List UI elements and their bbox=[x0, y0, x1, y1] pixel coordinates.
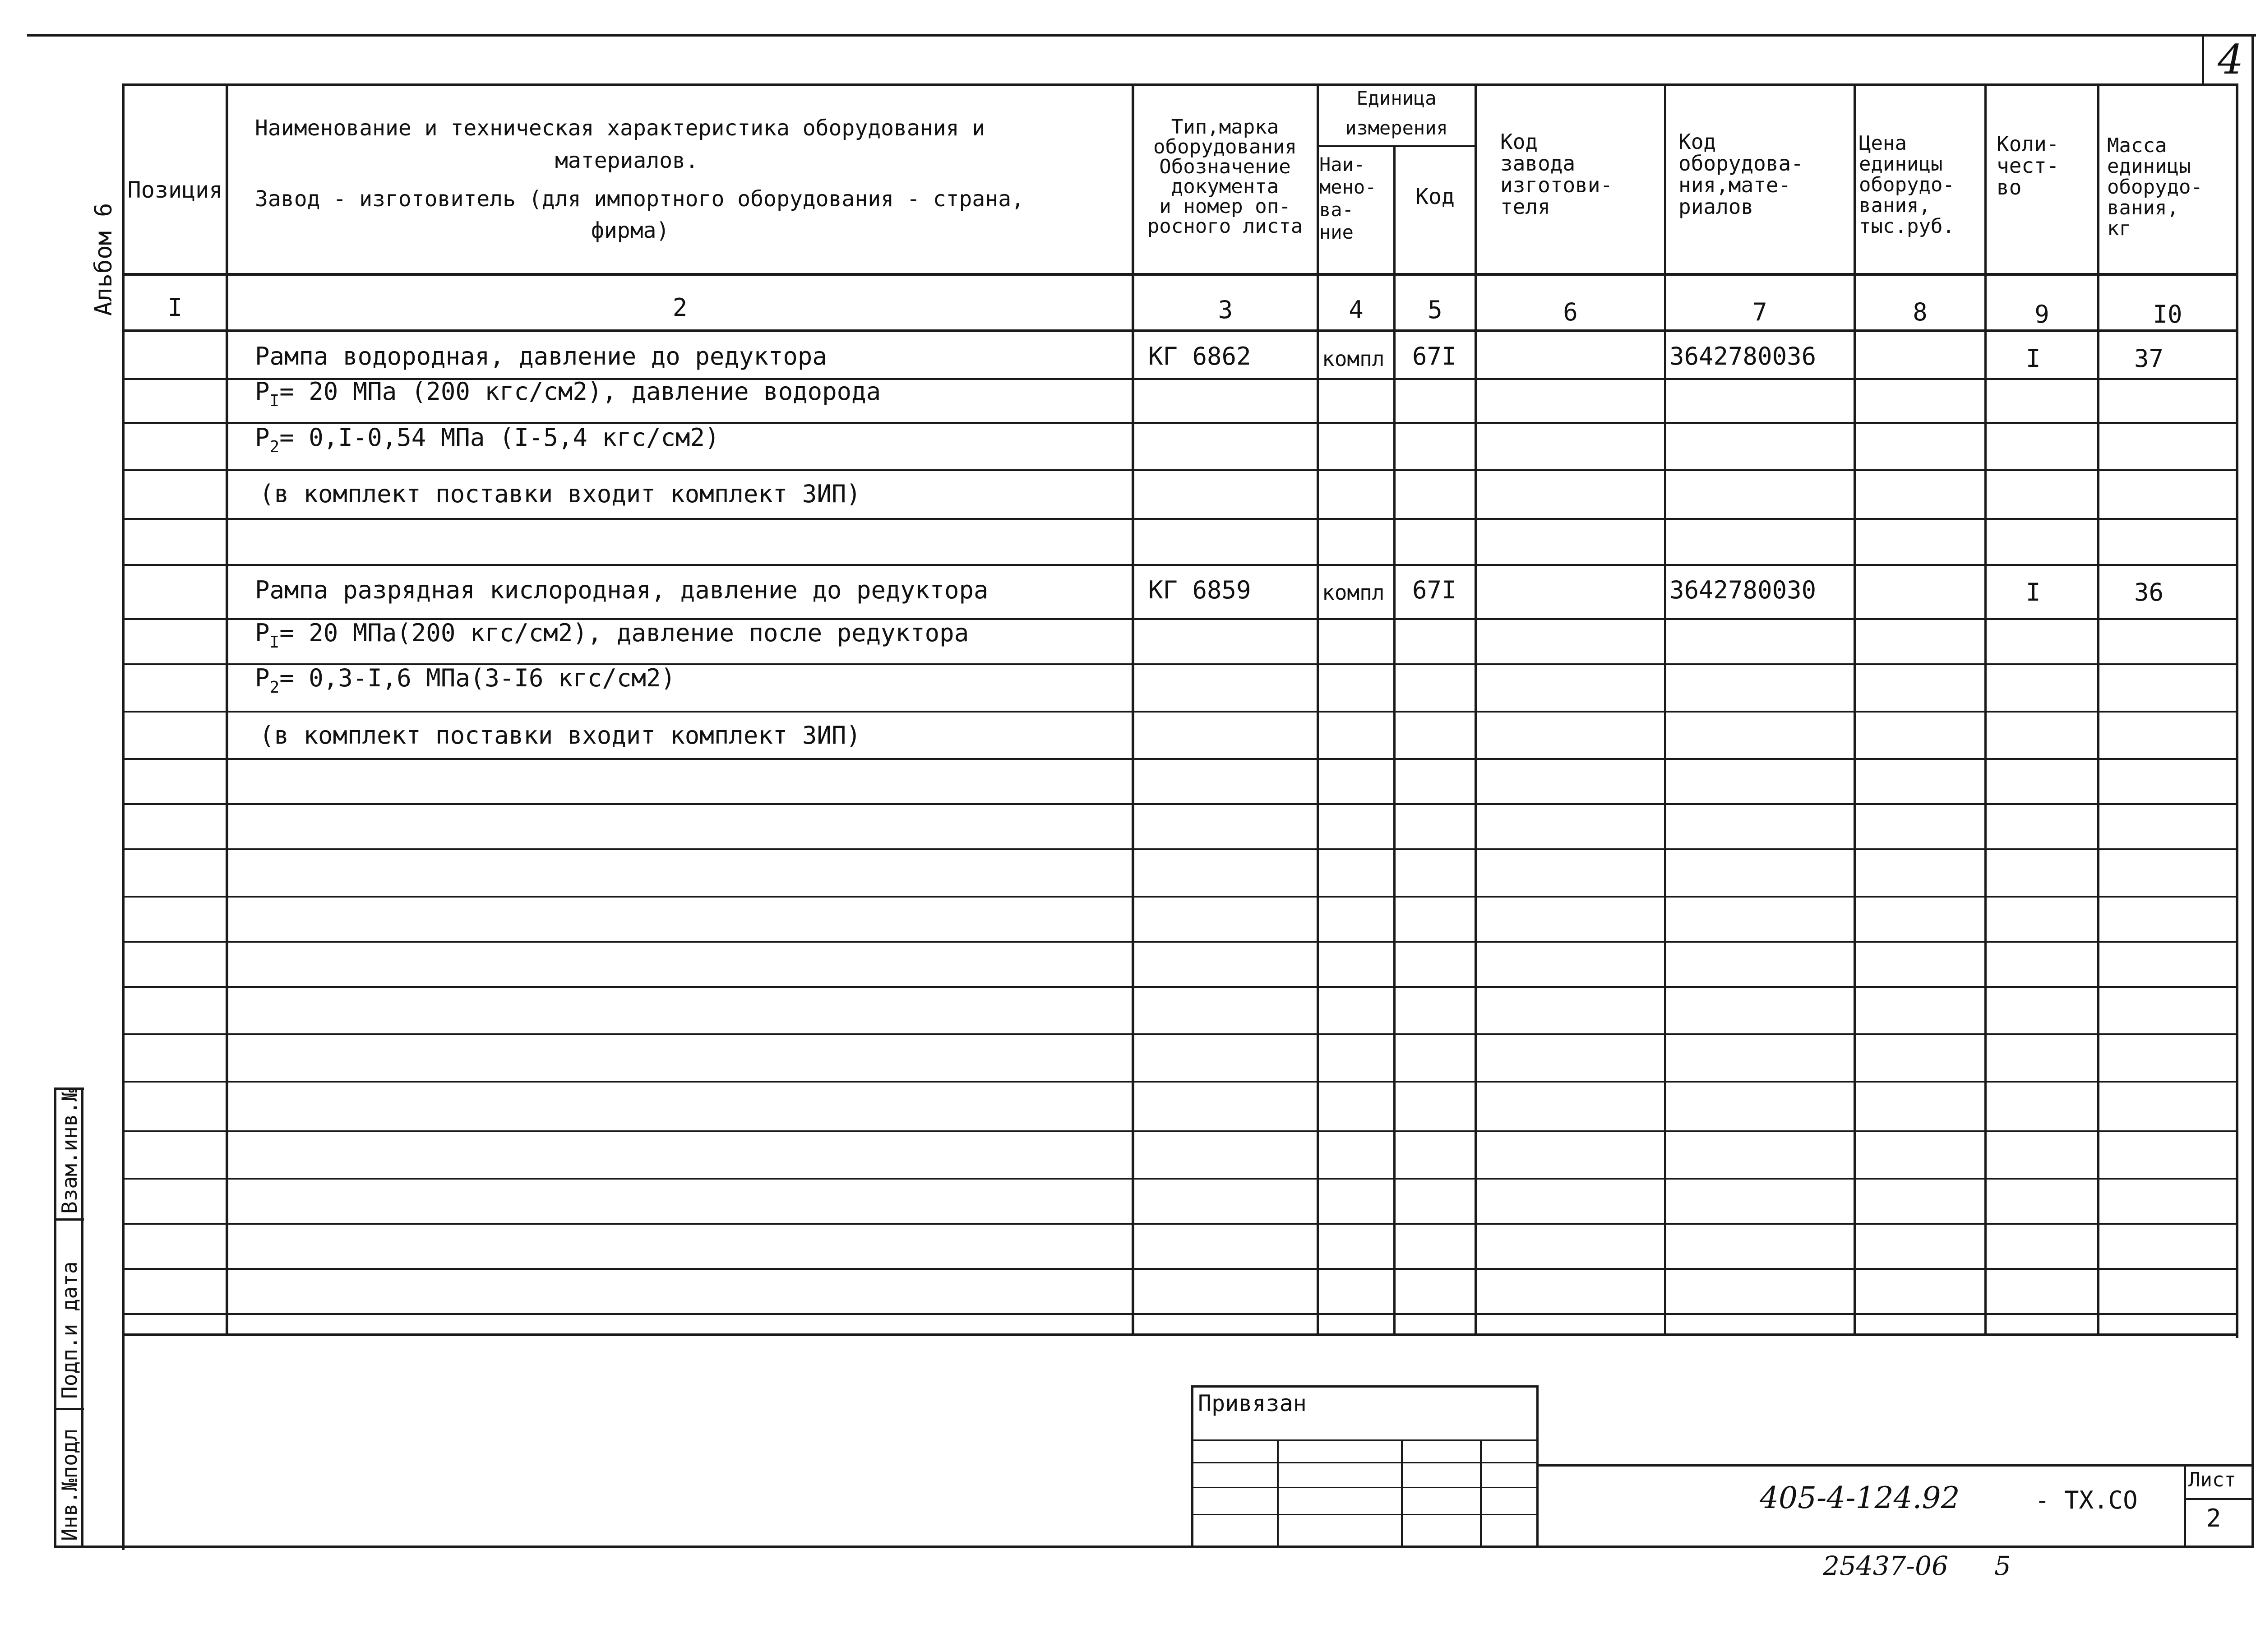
header-price-l1: Цена bbox=[1859, 132, 1907, 155]
stamp-top bbox=[1191, 1385, 1539, 1388]
header-qty bbox=[1997, 133, 2059, 198]
sheet-box-mid bbox=[2184, 1498, 2254, 1500]
row-rule bbox=[122, 469, 2238, 471]
colnum-6: 6 bbox=[1563, 298, 1578, 326]
stamp-row3 bbox=[1191, 1487, 1539, 1488]
header-mass-l3: оборудо- bbox=[2107, 176, 2203, 199]
sheet-box-left bbox=[2184, 1464, 2186, 1548]
header-equip-code-l2: оборудова- bbox=[1678, 151, 1803, 176]
sheet-label: Лист bbox=[2188, 1468, 2236, 1491]
header-price bbox=[1859, 133, 1955, 237]
row-rule bbox=[122, 1178, 2238, 1180]
row-rule bbox=[122, 518, 2238, 520]
header-name-2: материалов. bbox=[555, 148, 698, 173]
header-price-l4: вания, bbox=[1859, 194, 1931, 217]
right-border bbox=[2251, 34, 2254, 1546]
table-bottom bbox=[122, 1333, 2238, 1336]
col-sep-2 bbox=[1132, 83, 1134, 1336]
header-type-l4: документа bbox=[1171, 175, 1279, 198]
header-mass-l4: вания, bbox=[2107, 196, 2179, 219]
stamp-right bbox=[1536, 1385, 1539, 1548]
stamp-col1 bbox=[1277, 1439, 1279, 1548]
col-sep-6 bbox=[1664, 83, 1666, 1336]
item1-line1: Рампа водородная, давление до редуктора bbox=[255, 342, 827, 370]
side-stamp-sep2 bbox=[54, 1408, 84, 1410]
frame-bottom bbox=[122, 1546, 2254, 1548]
row-rule bbox=[122, 711, 2238, 713]
header-type-l2: оборудования bbox=[1153, 135, 1297, 158]
row-rule bbox=[122, 896, 2238, 898]
header-name-4: фирма) bbox=[591, 218, 670, 243]
side-sign-date: Подп.и дата bbox=[57, 1261, 82, 1399]
header-unit-code: Код bbox=[1415, 184, 1455, 209]
item1-p1-label: P bbox=[255, 377, 270, 406]
item2-line2 bbox=[255, 620, 969, 656]
header-type-l6: росного листа bbox=[1147, 215, 1303, 238]
sheet-corner-number: 4 bbox=[2218, 36, 2244, 83]
unit-group-divider bbox=[1317, 145, 1477, 147]
item1-p2-label: P bbox=[255, 423, 270, 452]
header-maker-code-l1: Код bbox=[1500, 130, 1538, 154]
header-unit-name-l4: ние bbox=[1319, 221, 1354, 243]
item2-line2-text: = 20 МПа(200 кгс/см2), давление после редуктора bbox=[279, 619, 969, 647]
header-unit-group-l1: Единица bbox=[1356, 87, 1437, 109]
colnum-bottom bbox=[122, 329, 2238, 332]
item1-line4: (в комплект поставки входит комплект ЗИП) bbox=[259, 480, 861, 508]
side-stamp-left bbox=[54, 1087, 56, 1548]
header-maker-code-l4: теля bbox=[1500, 194, 1550, 219]
item1-line3 bbox=[255, 424, 720, 461]
header-name-1: Наименование и техническая характеристика оборудования и bbox=[255, 116, 985, 141]
row-rule bbox=[122, 1313, 2238, 1315]
bottom-page: 5 bbox=[1994, 1550, 2011, 1581]
colnum-7: 7 bbox=[1752, 298, 1767, 326]
col-sep-8 bbox=[1984, 83, 1987, 1336]
item2-line3 bbox=[255, 665, 675, 701]
header-mass-l2: единицы bbox=[2107, 155, 2191, 178]
stamp-col2 bbox=[1401, 1439, 1403, 1548]
row-rule bbox=[122, 564, 2238, 566]
item1-qty: I bbox=[2026, 344, 2041, 373]
item1-p1-sub: I bbox=[269, 392, 280, 410]
row-rule bbox=[122, 758, 2238, 760]
header-equip-code bbox=[1678, 131, 1803, 217]
header-price-l5: тыс.руб. bbox=[1859, 215, 1955, 238]
item2-type: КГ 6859 bbox=[1148, 576, 1251, 604]
item2-unit: компл bbox=[1322, 580, 1385, 605]
header-qty-l2: чест- bbox=[1997, 153, 2059, 178]
item1-line2-text: = 20 МПа (200 кгс/см2), давление водорода bbox=[279, 377, 881, 406]
row-rule bbox=[122, 1223, 2238, 1225]
header-qty-l1: Коли- bbox=[1997, 132, 2059, 156]
stamp-row4 bbox=[1191, 1514, 1539, 1515]
header-price-l2: единицы bbox=[1859, 153, 1943, 176]
header-unit-name-l2: мено- bbox=[1319, 176, 1377, 198]
header-mass-l1: Масса bbox=[2107, 134, 2167, 157]
item2-line4: (в комплект поставки входит комплект ЗИП) bbox=[259, 721, 861, 750]
header-equip-code-l1: Код bbox=[1678, 130, 1716, 154]
header-equip-code-l4: риалов bbox=[1678, 194, 1754, 219]
table-top bbox=[122, 83, 2238, 86]
side-inv-orig: Инв.№подл bbox=[57, 1428, 82, 1541]
row-rule bbox=[122, 803, 2238, 805]
doc-number: 405-4-124.92 bbox=[1760, 1481, 1960, 1515]
title-block-top bbox=[1536, 1464, 2254, 1467]
header-unit-name-l1: Наи- bbox=[1319, 153, 1365, 176]
colnum-10: I0 bbox=[2153, 300, 2182, 329]
header-type bbox=[1133, 117, 1317, 236]
item1-mass: 37 bbox=[2134, 344, 2164, 373]
item2-qty: I bbox=[2026, 578, 2041, 606]
item1-p2-sub: 2 bbox=[269, 438, 280, 456]
side-stamp-sep1 bbox=[54, 1218, 84, 1221]
colnum-1: I bbox=[167, 293, 183, 322]
header-type-l5: и номер оп- bbox=[1159, 195, 1291, 218]
item1-type: КГ 6862 bbox=[1148, 342, 1251, 370]
item2-line1: Рампа разрядная кислородная, давление до редуктора bbox=[255, 576, 989, 604]
col-sep-9 bbox=[2097, 83, 2099, 1336]
stamp-row1 bbox=[1191, 1439, 1539, 1441]
bottom-note: 25437-06 bbox=[1823, 1550, 1948, 1581]
header-maker-code-l2: завода bbox=[1500, 151, 1576, 176]
header-unit-group bbox=[1318, 83, 1475, 143]
stamp-row2 bbox=[1191, 1462, 1539, 1463]
item2-p1-sub: I bbox=[269, 633, 280, 652]
colnum-2: 2 bbox=[672, 293, 688, 322]
item1-code: 3642780036 bbox=[1669, 342, 1817, 370]
col-sep-7 bbox=[1854, 83, 1856, 1336]
row-rule bbox=[122, 1268, 2238, 1270]
header-equip-code-l3: ния,мате- bbox=[1678, 173, 1791, 197]
header-maker-code bbox=[1500, 131, 1613, 217]
item1-line2 bbox=[255, 378, 881, 415]
stamp-col3 bbox=[1480, 1439, 1482, 1548]
side-stamp-bottom bbox=[54, 1546, 126, 1548]
header-unit-name bbox=[1319, 153, 1376, 244]
col-sep-3 bbox=[1317, 83, 1319, 1336]
header-position: Позиция bbox=[127, 177, 223, 203]
row-rule bbox=[122, 1081, 2238, 1083]
col-sep-4 bbox=[1393, 147, 1396, 1336]
sheet-number: 2 bbox=[2206, 1504, 2221, 1532]
item2-p1-label: P bbox=[255, 619, 270, 647]
item1-unit: компл bbox=[1322, 347, 1385, 371]
header-bottom bbox=[122, 273, 2238, 276]
item1-unit-code: 67I bbox=[1412, 342, 1456, 370]
doc-suffix: - ТХ.СО bbox=[2035, 1486, 2138, 1514]
header-name-3: Завод - изготовитель (для импортного оборудования - страна, bbox=[255, 186, 1025, 212]
corner-box-left bbox=[2202, 34, 2204, 83]
item2-unit-code: 67I bbox=[1412, 576, 1456, 604]
item2-code: 3642780030 bbox=[1669, 576, 1817, 604]
row-rule bbox=[122, 1033, 2238, 1035]
stamp-attached: Привязан bbox=[1198, 1390, 1307, 1416]
col-sep-1 bbox=[226, 83, 228, 1336]
row-rule bbox=[122, 986, 2238, 988]
row-rule bbox=[122, 848, 2238, 850]
row-rule bbox=[122, 941, 2238, 943]
item2-p2-label: P bbox=[255, 664, 270, 692]
header-price-l3: оборудо- bbox=[1859, 173, 1955, 196]
top-rule bbox=[27, 34, 2256, 37]
row-rule bbox=[122, 1130, 2238, 1132]
header-maker-code-l3: изготови- bbox=[1500, 173, 1613, 197]
header-unit-name-l3: ва- bbox=[1319, 199, 1354, 221]
item2-p2-sub: 2 bbox=[269, 678, 280, 697]
item2-line3-text: = 0,3-I,6 МПа(3-I6 кгс/см2) bbox=[279, 664, 675, 692]
header-unit-group-l2: измерения bbox=[1345, 117, 1448, 139]
item1-line3-text: = 0,I-0,54 МПа (I-5,4 кгс/см2) bbox=[279, 423, 720, 452]
header-type-l3: Обозначение bbox=[1159, 155, 1291, 178]
header-qty-l3: во bbox=[1997, 175, 2022, 199]
col-sep-5 bbox=[1475, 83, 1477, 1336]
side-inv-replace: Взам.инв.№ bbox=[57, 1089, 82, 1214]
colnum-4: 4 bbox=[1349, 296, 1364, 324]
header-mass-l5: кг bbox=[2107, 217, 2131, 240]
album-label: Альбом 6 bbox=[90, 203, 117, 316]
colnum-8: 8 bbox=[1913, 298, 1928, 326]
header-mass bbox=[2107, 135, 2203, 239]
colnum-9: 9 bbox=[2034, 300, 2049, 329]
item2-mass: 36 bbox=[2134, 578, 2164, 606]
stamp-left bbox=[1191, 1385, 1193, 1548]
colnum-3: 3 bbox=[1218, 296, 1233, 324]
header-type-l1: Тип,марка bbox=[1171, 116, 1279, 139]
colnum-5: 5 bbox=[1428, 296, 1442, 324]
